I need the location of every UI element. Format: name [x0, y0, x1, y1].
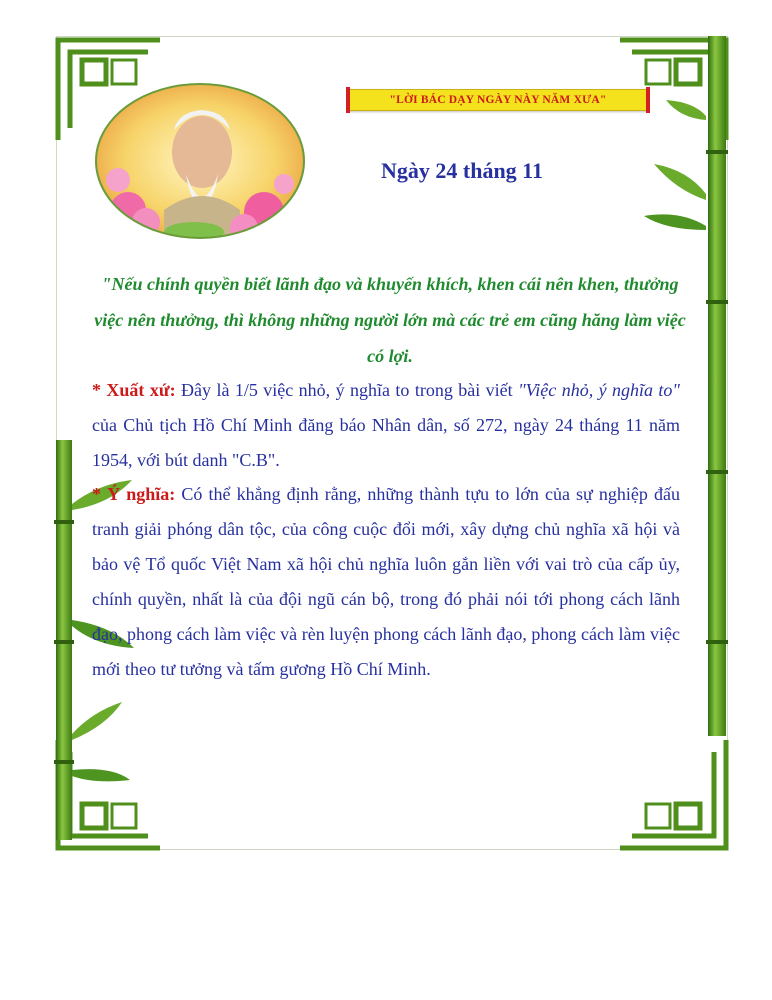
- date-title: Ngày 24 tháng 11: [381, 158, 543, 183]
- section-banner: [348, 89, 648, 111]
- meaning-text: Có thể khẳng định rằng, những thành tựu to lớn của sự nghiệp đấu tranh giải phóng dân tộc, của công cuộc đổi mới, xây dựng chủ nghĩa xã hội và bảo vệ Tổ quốc Việt Nam xã hội chủ nghĩa luôn gắn liền với vai trò của cấp ủy, chính quyền, nhất là của đội ngũ cán bộ, trong đó phải nói tới phong cách lãnh đạo, phong cách làm việc và rèn luyện phong cách lãnh đạo, phong cách làm việc mới theo tư tưởng và tấm gương Hồ Chí Minh.: [92, 484, 681, 679]
- quote-text: "Nếu chính quyền biết lãnh đạo và khuyến khích, khen cái nên khen, thưởng việc nên thưởng, thì không những người lớn mà các trẻ em cũng hăng làm việc có lợi.: [94, 274, 686, 366]
- origin-text-2: của Chủ tịch Hồ Chí Minh đăng báo Nhân dân, số 272, ngày 24 tháng 11 năm 1954, với bút danh "C.B".: [92, 415, 680, 470]
- portrait-image: [94, 82, 306, 240]
- corner-pattern-bottom-right: [620, 740, 726, 848]
- corner-pattern-bottom-left: [58, 740, 160, 848]
- origin-article-title: "Việc nhỏ, ý nghĩa to": [518, 380, 680, 400]
- banner-text: "LỜI BÁC DẠY NGÀY NÀY NĂM XƯA": [389, 94, 607, 106]
- origin-paragraph: [92, 373, 680, 478]
- origin-text-1: Đây là 1/5 việc nhỏ, ý nghĩa to trong bài viết: [175, 380, 519, 400]
- meaning-paragraph: [92, 477, 680, 687]
- meaning-label: * Ý nghĩa:: [92, 484, 176, 504]
- origin-label: * Xuất xứ:: [92, 380, 176, 400]
